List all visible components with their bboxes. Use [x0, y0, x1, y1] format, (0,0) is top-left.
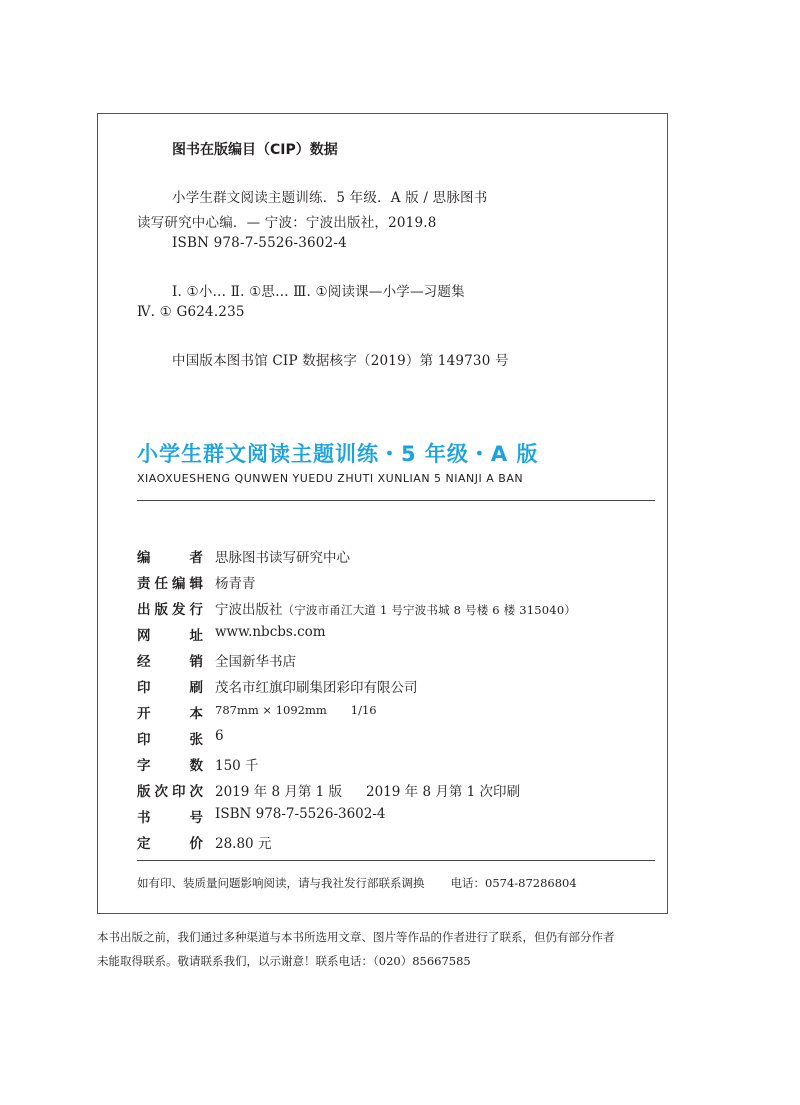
quality-text: 如有印、装质量问题影响阅读，请与我社发行部联系调换 [137, 876, 425, 890]
copyright-notice-line-1: 本书出版之前，我们通过多种渠道与本书所选用文章、图片等作品的作者进行了联系，但仍有部分作者 [97, 930, 615, 944]
detail-label: 版次印次 [137, 784, 203, 800]
detail-label: 责任编辑 [137, 576, 203, 592]
detail-value: 6 [215, 728, 224, 744]
detail-label: 经销 [137, 654, 203, 670]
detail-value: ISBN 978-7-5526-3602-4 [215, 806, 386, 822]
cip-line-4: Ⅰ. ①小… Ⅱ. ①思… Ⅲ. ①阅读课—小学—习题集 [172, 284, 465, 300]
detail-value: 全国新华书店 [215, 654, 296, 670]
detail-label: 定价 [137, 836, 203, 852]
cip-line-3: ISBN 978-7-5526-3602-4 [172, 235, 347, 251]
detail-value [215, 598, 576, 618]
publisher-address: （宁波市甬江大道 1 号宁波书城 8 号楼 6 楼 315040） [282, 603, 577, 617]
detail-value [215, 780, 520, 800]
title-divider [137, 500, 655, 501]
edition-value: 2019 年 8 月第 1 版 [215, 784, 342, 800]
detail-label: 网址 [137, 628, 203, 644]
detail-value: 28.80 元 [215, 836, 272, 852]
website-link[interactable]: www.nbcbs.com [215, 624, 326, 640]
detail-value: 杨青青 [215, 576, 256, 592]
detail-label: 印张 [137, 732, 203, 748]
detail-label: 字数 [137, 758, 203, 774]
impression-value: 2019 年 8 月第 1 次印刷 [366, 784, 520, 800]
copyright-notice-line-2: 未能取得联系。敬请联系我们，以示谢意！联系电话：（020）85667585 [97, 954, 471, 968]
format-size: 787mm × 1092mm [215, 703, 327, 717]
footer-divider [137, 860, 655, 861]
book-title-pinyin: XIAOXUESHENG QUNWEN YUEDU ZHUTI XUNLIAN 5 NIANJI A BAN [137, 472, 524, 485]
detail-value: 150 千 [215, 758, 259, 774]
cip-line-1: 小学生群文阅读主题训练．5 年级．A 版 / 思脉图书 [172, 190, 488, 206]
detail-label: 开本 [137, 706, 203, 722]
detail-value: 思脉图书读写研究中心 [215, 550, 350, 566]
detail-label: 书号 [137, 810, 203, 826]
cip-line-2: 读写研究中心编．— 宁波：宁波出版社，2019.8 [137, 215, 437, 231]
format-fraction: 1/16 [350, 703, 377, 717]
cip-line-5: Ⅳ. ① G624.235 [137, 304, 245, 320]
cip-line-6: 中国版本图书馆 CIP 数据核字（2019）第 149730 号 [172, 353, 509, 369]
detail-label: 印刷 [137, 680, 203, 696]
detail-value [215, 702, 377, 718]
quality-notice [137, 875, 577, 891]
detail-label: 编者 [137, 550, 203, 566]
detail-label: 出版发行 [137, 602, 203, 618]
cip-heading: 图书在版编目（CIP）数据 [172, 142, 338, 158]
publisher-name: 宁波出版社 [215, 602, 283, 618]
service-phone: 电话：0574-87286804 [450, 876, 577, 890]
detail-value: 茂名市红旗印刷集团彩印有限公司 [215, 680, 418, 696]
book-title: 小学生群文阅读主题训练・5 年级・A 版 [137, 442, 539, 466]
